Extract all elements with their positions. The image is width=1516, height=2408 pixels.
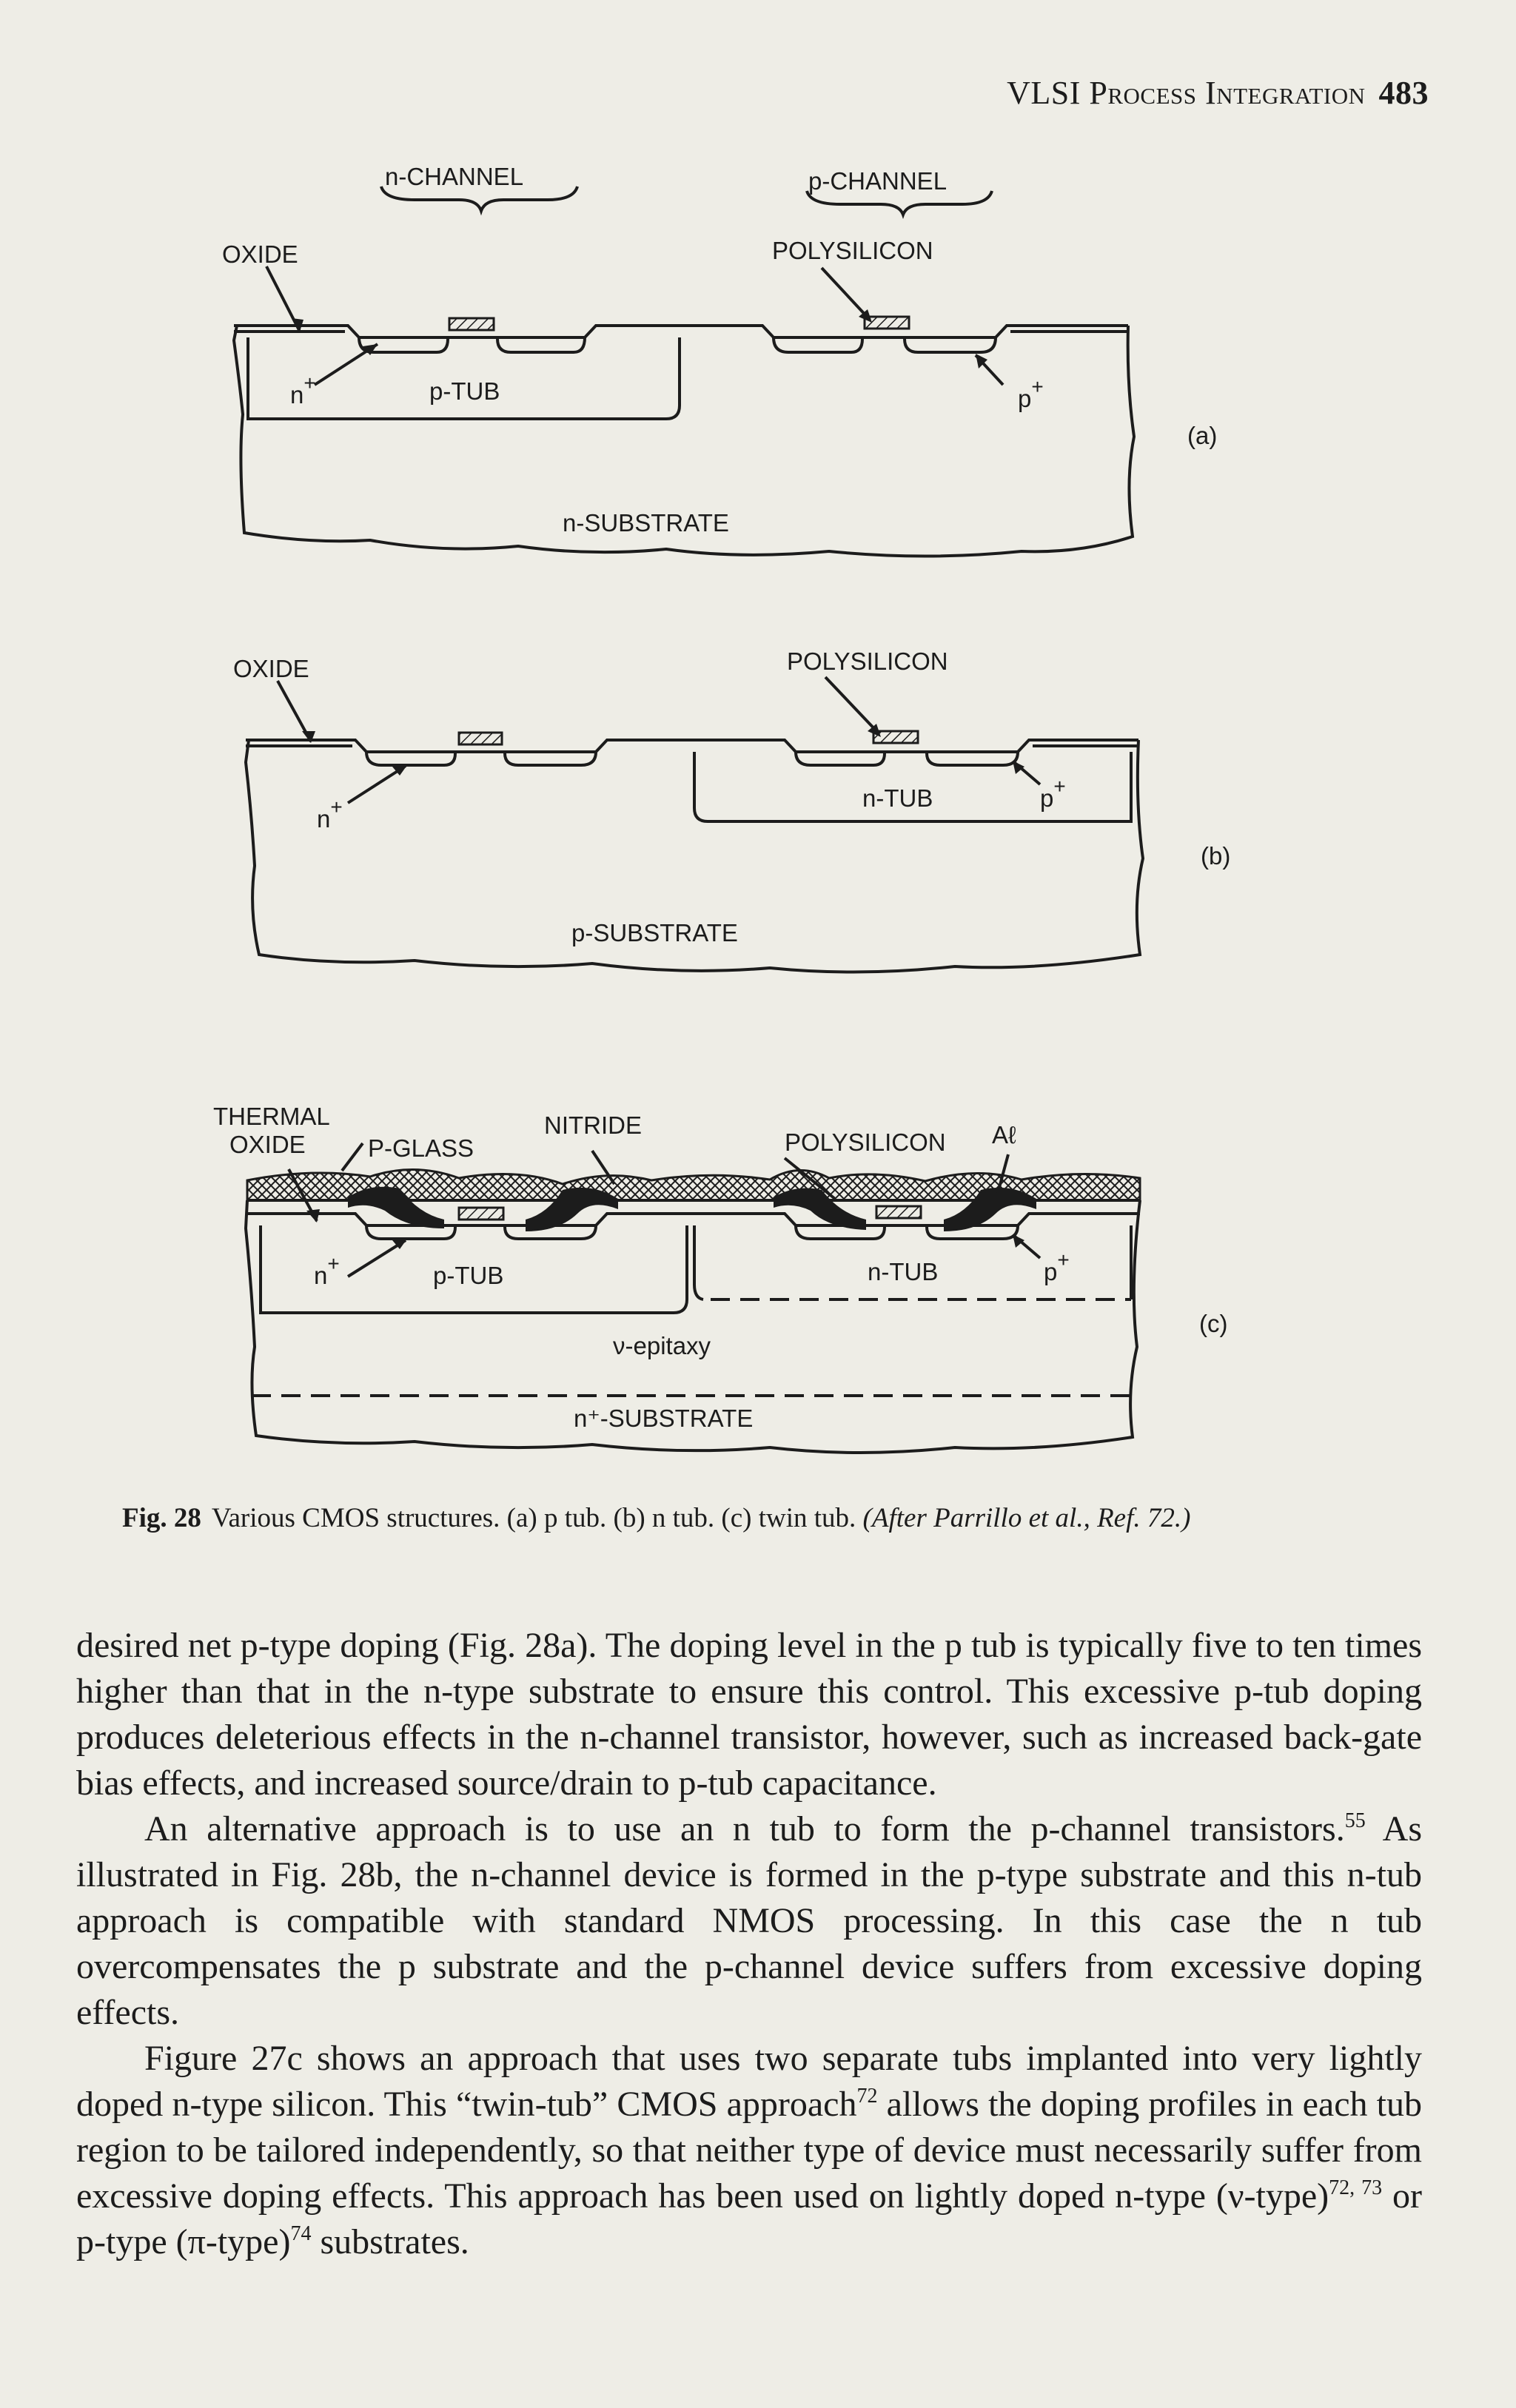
label-polysilicon-c: POLYSILICON — [785, 1129, 946, 1156]
label-pplus-c: p+ — [1044, 1248, 1070, 1285]
label-n-tub-c: n-TUB — [868, 1258, 939, 1285]
label-p-glass: P-GLASS — [368, 1134, 474, 1162]
label-oxide-b: OXIDE — [233, 655, 309, 682]
header-title: VLSI Process Integration — [1007, 75, 1366, 111]
caption-label: Fig. 28 — [122, 1503, 201, 1533]
panel-a — [234, 186, 1134, 556]
label-n-channel: n-CHANNEL — [385, 163, 524, 190]
paragraph-2: An alternative approach is to use an n tub to form the p-channel transistors.$^{55}$ As illustrated in Fig. 28b, the n-channel device is formed in the p-type substrate and this n-tub approach is compatible with standard NMOS processing. In this case the n tub overcompensates the p substrate and the p-channel device suffers from excessive doping effects. — [76, 1809, 1422, 2032]
gate-n-c — [459, 1208, 503, 1220]
caption-text: Various CMOS structures. (a) p tub. (b) n tub. (c) twin tub. — [211, 1503, 856, 1533]
gate-p-a — [865, 317, 909, 329]
panel-tag-c: (c) — [1199, 1310, 1228, 1337]
label-oxide-c: OXIDE — [229, 1131, 306, 1158]
gate-n-b — [459, 733, 502, 744]
label-pplus-b: p+ — [1040, 775, 1066, 812]
label-substrate-a: n-SUBSTRATE — [563, 509, 729, 537]
figure-caption — [122, 1502, 1425, 1534]
reference-72: 72 — [856, 2085, 878, 2108]
label-nitride: NITRIDE — [544, 1111, 642, 1139]
gate-n-a — [449, 318, 494, 330]
label-p-tub-a: p-TUB — [429, 377, 500, 405]
body-text — [76, 1623, 1422, 2265]
reference-72-73: 72, 73 — [1329, 2176, 1383, 2199]
page-number: 483 — [1378, 75, 1429, 111]
surface-oxide-c — [247, 1214, 1140, 1225]
label-thermal-c: THERMAL — [213, 1103, 330, 1130]
surface-oxide-b — [246, 740, 1138, 752]
label-p-tub-c: p-TUB — [433, 1262, 504, 1289]
reference-74: 74 — [290, 2222, 312, 2245]
surface-oxide-a — [234, 326, 1128, 337]
gate-p-c — [876, 1206, 921, 1218]
label-substrate-b: p-SUBSTRATE — [571, 919, 738, 946]
paragraph-1: desired net p-type doping (Fig. 28a). The doping level in the p tub is typically five to ten times higher than that in the n-type substrate to ensure this control. This excessive p-tub doping produces deleterious effects in the n-channel transistor, however, such as increased back-gate bias effects, and increased source/drain to p-tub capacitance. — [76, 1626, 1422, 1803]
panel-tag-b: (b) — [1201, 842, 1231, 870]
label-pplus-a: p+ — [1018, 375, 1044, 412]
label-epitaxy: ν-epitaxy — [613, 1332, 711, 1359]
label-nplus-a: n+ — [290, 371, 316, 408]
panel-tag-a: (a) — [1187, 422, 1218, 449]
label-n-tub-b: n-TUB — [862, 784, 933, 812]
caption-source: (After Parrillo et al., Ref. 72.) — [862, 1503, 1191, 1533]
reference-55: 55 — [1344, 1809, 1366, 1832]
paragraph-3: Figure 27c shows an approach that uses two separate tubs implanted into very lightly doped n-type silicon. This “twin-tub” CMOS approach$^{72}$ allows the doping profiles in each tub region to be tailored independently, so that neither type of device must necessarily suffer from excessive doping effects. This approach has been used on lightly doped n-type (ν-type)$^{72, 73}$ or p-type (π-type)$^{74}$ substrates. — [76, 2039, 1423, 2261]
label-polysilicon-b: POLYSILICON — [787, 648, 948, 675]
label-nplus-c: n+ — [314, 1252, 340, 1289]
label-polysilicon-a: POLYSILICON — [772, 237, 933, 264]
label-p-channel: p-CHANNEL — [808, 167, 948, 195]
label-oxide-a: OXIDE — [222, 241, 298, 268]
label-al: Aℓ — [992, 1121, 1016, 1148]
label-nplus-b: n+ — [317, 796, 343, 833]
label-substrate-c: n⁺-SUBSTRATE — [574, 1405, 754, 1432]
